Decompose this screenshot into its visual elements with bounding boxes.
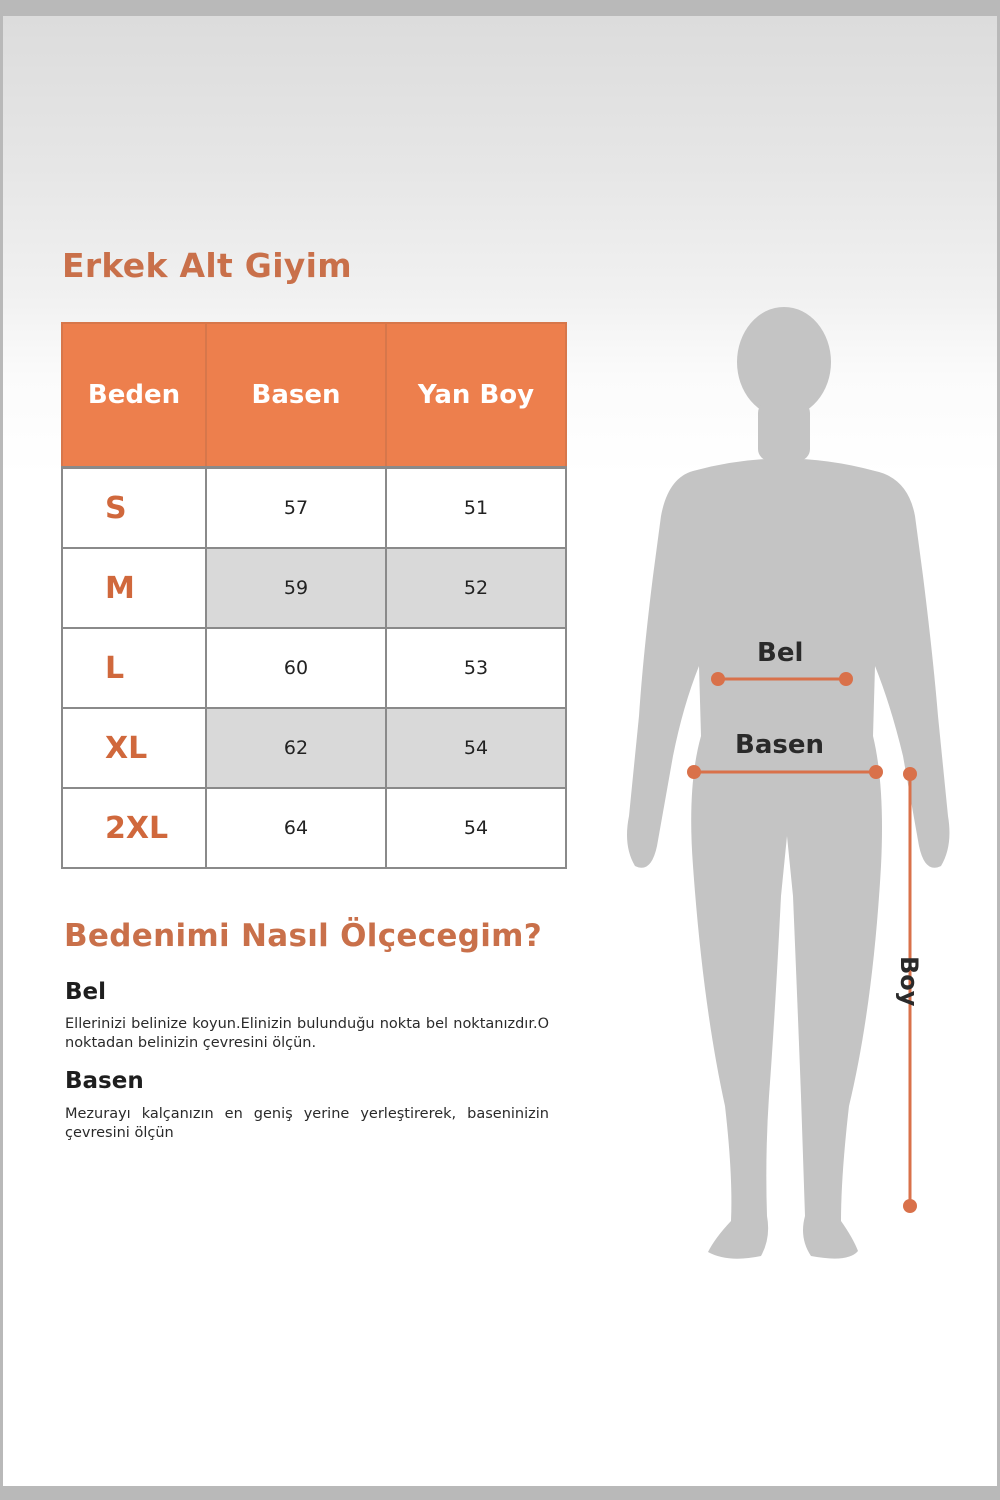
basen-label: Basen: [735, 730, 824, 760]
measure-guide-title: Bedenimi Nasıl Ölçecegim?: [64, 918, 543, 954]
basen-description: Mezurayı kalçanızın en geniş yerine yerleştirerek, baseninizin çevresini ölçün: [65, 1106, 549, 1141]
yan-boy-cell: 51: [386, 468, 566, 549]
boy-label: Boy: [895, 956, 923, 1007]
bel-label: Bel: [757, 638, 804, 668]
bel-heading: Bel: [65, 979, 107, 1005]
yan-boy-cell: 54: [386, 788, 566, 868]
basen-cell: 59: [206, 548, 386, 628]
basen-cell: 57: [206, 468, 386, 549]
size-cell: S: [62, 468, 206, 549]
basen-cell: 60: [206, 628, 386, 708]
yan-boy-cell: 52: [386, 548, 566, 628]
basen-heading: Basen: [65, 1068, 144, 1094]
body-silhouette: [627, 307, 949, 1259]
header-yan-boy: Yan Boy: [386, 323, 566, 468]
size-chart-page: [3, 16, 997, 1486]
bel-description: Ellerinizi belinize koyun.Elinizin bulunduğu nokta bel noktanızdır.O noktadan belinizin çevresini ölçün.: [65, 1016, 549, 1051]
yan-boy-cell: 53: [386, 628, 566, 708]
basen-cell: 62: [206, 708, 386, 788]
body-silhouette-figure: [3, 16, 997, 1486]
size-cell: M: [62, 548, 206, 628]
yan-boy-cell: 54: [386, 708, 566, 788]
page-title: Erkek Alt Giyim: [62, 246, 352, 285]
header-beden: Beden: [62, 323, 206, 468]
size-cell: 2XL: [62, 788, 206, 868]
size-cell: XL: [62, 708, 206, 788]
header-basen: Basen: [206, 323, 386, 468]
size-cell: L: [62, 628, 206, 708]
basen-cell: 64: [206, 788, 386, 868]
